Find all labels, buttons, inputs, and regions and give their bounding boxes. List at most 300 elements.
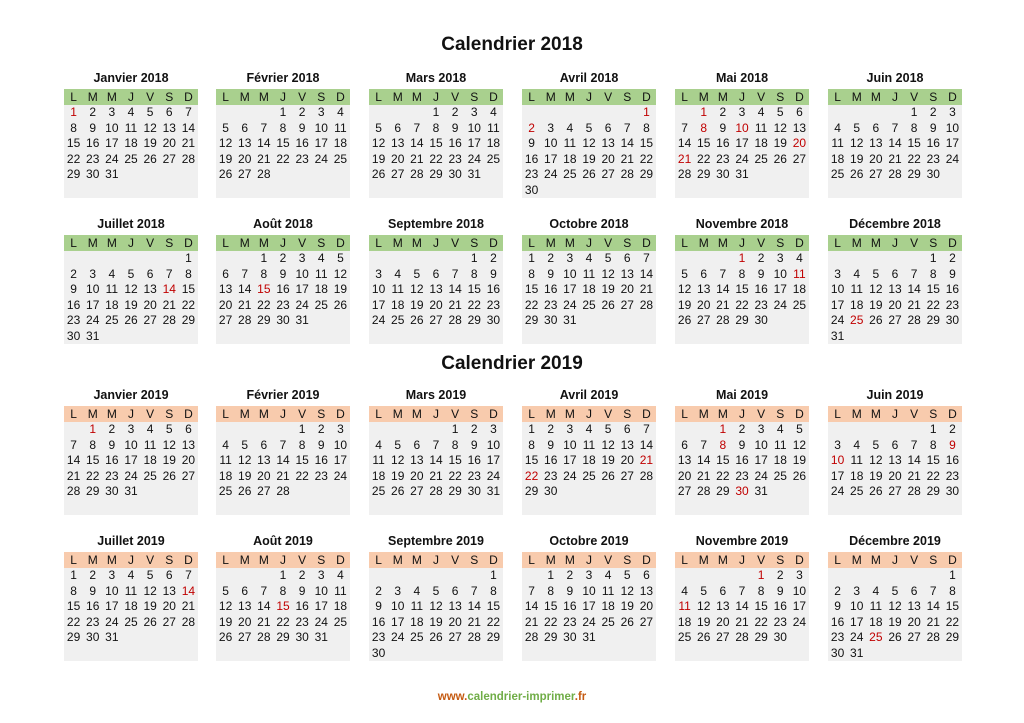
holiday-day: 15 bbox=[257, 282, 271, 296]
day-cell: 14 bbox=[926, 599, 940, 613]
weekday-label: J bbox=[891, 236, 898, 250]
day-cell: 3 bbox=[949, 105, 956, 119]
weekday-header bbox=[64, 406, 198, 422]
days-grid bbox=[828, 422, 962, 515]
day-cell: 11 bbox=[869, 599, 883, 613]
empty-cell bbox=[369, 568, 388, 584]
month-title: Mars 2019 bbox=[405, 388, 467, 402]
weekday-label: J bbox=[432, 553, 439, 567]
day-cell: 17 bbox=[105, 136, 119, 150]
day-cell: 13 bbox=[162, 583, 176, 598]
day-cell: 7 bbox=[241, 266, 249, 281]
day-cell: 29 bbox=[66, 630, 81, 644]
day-cell: 1 bbox=[470, 251, 478, 265]
empty-cell bbox=[713, 568, 732, 584]
weekday-label: D bbox=[795, 407, 804, 421]
day-cell: 21 bbox=[429, 468, 443, 483]
day-cell: 26 bbox=[888, 630, 902, 644]
day-cell: 29 bbox=[945, 630, 960, 644]
weekday-label: L bbox=[834, 553, 841, 567]
day-cell: 11 bbox=[850, 453, 863, 467]
day-cell: 13 bbox=[888, 453, 902, 467]
day-cell: 31 bbox=[105, 630, 119, 644]
empty-cell bbox=[885, 251, 904, 267]
day-cell: 14 bbox=[257, 136, 271, 150]
empty-cell bbox=[541, 105, 560, 121]
day-cell: 28 bbox=[410, 167, 424, 181]
month-calendar bbox=[216, 387, 350, 515]
day-cell: 18 bbox=[391, 297, 405, 312]
day-cell: 23 bbox=[544, 297, 558, 312]
day-cell: 21 bbox=[639, 282, 654, 296]
weekday-label: V bbox=[604, 407, 613, 421]
day-cell: 18 bbox=[850, 297, 864, 312]
empty-cell bbox=[905, 251, 924, 267]
day-cell: 30 bbox=[524, 182, 539, 197]
empty-cell bbox=[618, 105, 637, 121]
empty-cell bbox=[828, 422, 847, 438]
day-cell: 19 bbox=[143, 136, 157, 150]
empty-cell bbox=[254, 105, 273, 121]
day-cell: 29 bbox=[697, 167, 711, 181]
weekday-label: M bbox=[239, 236, 250, 250]
day-cell: 27 bbox=[869, 167, 883, 181]
day-cell: 17 bbox=[830, 468, 845, 483]
weekday-label: S bbox=[470, 236, 479, 250]
day-cell: 18 bbox=[314, 282, 328, 296]
day-cell: 16 bbox=[945, 282, 960, 296]
weekday-label: J bbox=[738, 407, 745, 421]
weekday-label: V bbox=[298, 553, 307, 567]
day-cell: 22 bbox=[66, 614, 81, 629]
weekday-label: D bbox=[642, 236, 651, 250]
day-cell: 21 bbox=[907, 297, 921, 312]
day-cell: 25 bbox=[754, 151, 768, 166]
holiday-day: 10 bbox=[735, 120, 749, 135]
weekday-label: L bbox=[222, 407, 229, 421]
weekday-label: S bbox=[929, 553, 938, 567]
day-cell: 6 bbox=[796, 105, 803, 119]
days-grid bbox=[369, 105, 503, 198]
weekday-label: J bbox=[279, 236, 286, 250]
weekday-label: S bbox=[165, 407, 174, 421]
day-cell: 29 bbox=[257, 313, 271, 327]
footer-prefix: www. bbox=[437, 691, 468, 703]
day-cell: 4 bbox=[394, 266, 402, 281]
day-cell: 13 bbox=[677, 453, 692, 467]
day-cell: 25 bbox=[830, 167, 845, 181]
day-cell: 18 bbox=[333, 599, 348, 613]
day-cell: 14 bbox=[276, 453, 290, 467]
day-cell: 24 bbox=[850, 630, 864, 644]
day-cell: 11 bbox=[315, 266, 328, 281]
day-cell: 1 bbox=[70, 568, 77, 582]
day-cell: 14 bbox=[677, 136, 692, 150]
day-cell: 20 bbox=[257, 468, 271, 483]
day-cell: 12 bbox=[371, 136, 386, 150]
day-cell: 27 bbox=[162, 614, 176, 629]
day-cell: 19 bbox=[162, 453, 176, 467]
day-cell: 23 bbox=[86, 614, 100, 629]
weekday-label: S bbox=[623, 236, 632, 250]
day-cell: 15 bbox=[66, 599, 81, 613]
day-cell: 14 bbox=[735, 599, 749, 613]
day-cell: 8 bbox=[757, 583, 765, 598]
weekday-label: S bbox=[776, 407, 785, 421]
day-cell: 11 bbox=[219, 453, 232, 467]
day-cell: 11 bbox=[105, 282, 119, 296]
day-cell: 8 bbox=[298, 437, 306, 452]
day-cell: 26 bbox=[143, 614, 157, 629]
weekday-label: L bbox=[222, 553, 229, 567]
day-cell: 27 bbox=[907, 630, 921, 644]
weekday-label: L bbox=[375, 553, 382, 567]
month-calendar bbox=[828, 387, 962, 515]
empty-cell bbox=[866, 422, 885, 438]
weekday-label: D bbox=[489, 553, 498, 567]
day-cell: 24 bbox=[105, 151, 119, 166]
weekday-label: V bbox=[757, 90, 766, 104]
day-cell: 12 bbox=[143, 120, 157, 135]
day-cell: 12 bbox=[218, 599, 233, 613]
day-cell: 9 bbox=[757, 266, 765, 281]
day-cell: 17 bbox=[314, 136, 328, 150]
day-cell: 28 bbox=[181, 151, 196, 166]
day-cell: 5 bbox=[337, 251, 344, 265]
day-cell: 8 bbox=[70, 583, 77, 598]
empty-cell bbox=[847, 422, 866, 438]
day-cell: 25 bbox=[601, 614, 615, 629]
weekday-label: V bbox=[298, 90, 307, 104]
day-cell: 27 bbox=[792, 151, 807, 166]
empty-cell bbox=[675, 422, 694, 438]
holiday-day: 1 bbox=[643, 105, 650, 119]
day-cell: 29 bbox=[486, 630, 501, 644]
day-cell: 31 bbox=[86, 328, 100, 343]
day-cell: 2 bbox=[929, 105, 937, 119]
weekday-label: J bbox=[738, 90, 745, 104]
month-calendar bbox=[64, 70, 198, 198]
day-cell: 6 bbox=[643, 568, 650, 582]
day-cell: 26 bbox=[162, 468, 176, 483]
day-cell: 24 bbox=[486, 468, 501, 483]
day-cell: 22 bbox=[524, 297, 539, 312]
day-cell: 11 bbox=[334, 120, 347, 135]
day-cell: 29 bbox=[181, 313, 196, 327]
day-cell: 5 bbox=[891, 583, 899, 598]
weekday-label: J bbox=[891, 553, 898, 567]
weekday-label: M bbox=[258, 407, 269, 421]
day-cell: 13 bbox=[448, 599, 462, 613]
weekday-label: D bbox=[948, 236, 957, 250]
empty-cell bbox=[828, 251, 847, 267]
days-grid bbox=[675, 568, 809, 661]
day-cell: 15 bbox=[907, 136, 921, 150]
day-cell: 10 bbox=[295, 266, 309, 281]
day-cell: 4 bbox=[222, 437, 229, 452]
weekday-label: L bbox=[375, 90, 382, 104]
holiday-day: 1 bbox=[700, 105, 708, 119]
day-cell: 11 bbox=[487, 120, 500, 135]
days-grid bbox=[522, 105, 656, 198]
day-cell: 11 bbox=[143, 437, 157, 452]
day-cell: 25 bbox=[582, 297, 596, 312]
weekday-label: V bbox=[146, 407, 155, 421]
day-cell: 27 bbox=[429, 313, 443, 327]
weekday-header bbox=[828, 552, 962, 568]
day-cell: 17 bbox=[314, 599, 328, 613]
holiday-day: 11 bbox=[793, 266, 806, 281]
day-cell: 17 bbox=[86, 297, 100, 312]
day-cell: 26 bbox=[620, 614, 634, 629]
day-cell: 2 bbox=[547, 251, 555, 265]
day-cell: 21 bbox=[410, 151, 424, 166]
empty-cell bbox=[579, 105, 598, 121]
month-calendar bbox=[522, 216, 656, 344]
day-cell: 16 bbox=[371, 614, 386, 629]
day-cell: 29 bbox=[926, 484, 940, 498]
weekday-label: L bbox=[70, 407, 77, 421]
weekday-label: J bbox=[432, 90, 439, 104]
day-cell: 31 bbox=[314, 630, 328, 644]
day-cell: 8 bbox=[432, 120, 440, 135]
day-cell: 10 bbox=[105, 583, 119, 598]
day-cell: 8 bbox=[643, 120, 650, 135]
day-cell: 16 bbox=[66, 297, 81, 312]
weekday-label: M bbox=[106, 236, 117, 250]
day-cell: 25 bbox=[410, 630, 424, 644]
day-cell: 14 bbox=[524, 599, 539, 613]
month-calendar bbox=[64, 216, 198, 344]
day-cell: 10 bbox=[582, 583, 596, 598]
day-cell: 24 bbox=[86, 313, 100, 327]
day-cell: 22 bbox=[697, 151, 711, 166]
day-cell: 3 bbox=[337, 422, 344, 436]
month-title: Novembre 2019 bbox=[695, 534, 789, 548]
day-cell: 5 bbox=[776, 105, 784, 119]
day-cell: 12 bbox=[582, 136, 596, 150]
empty-cell bbox=[216, 568, 235, 584]
day-cell: 17 bbox=[371, 297, 386, 312]
day-cell: 19 bbox=[371, 151, 386, 166]
weekday-label: S bbox=[470, 407, 479, 421]
day-cell: 22 bbox=[276, 151, 290, 166]
day-cell: 3 bbox=[834, 437, 841, 452]
day-cell: 14 bbox=[467, 599, 481, 613]
day-cell: 24 bbox=[735, 151, 749, 166]
day-cell: 20 bbox=[238, 151, 252, 166]
weekday-label: M bbox=[87, 407, 98, 421]
day-cell: 26 bbox=[429, 630, 443, 644]
day-cell: 4 bbox=[834, 120, 841, 135]
weekday-label: S bbox=[317, 90, 326, 104]
day-cell: 12 bbox=[677, 282, 692, 296]
day-cell: 3 bbox=[470, 105, 478, 119]
day-cell: 19 bbox=[124, 297, 138, 312]
day-cell: 22 bbox=[544, 614, 558, 629]
day-cell: 14 bbox=[238, 282, 252, 296]
day-cell: 23 bbox=[105, 468, 119, 483]
weekday-label: M bbox=[545, 407, 556, 421]
day-cell: 12 bbox=[238, 453, 252, 467]
day-cell: 23 bbox=[371, 630, 386, 644]
day-cell: 23 bbox=[544, 468, 558, 483]
month-calendar bbox=[828, 70, 962, 198]
day-cell: 8 bbox=[929, 437, 937, 452]
day-cell: 12 bbox=[601, 437, 615, 452]
day-cell: 11 bbox=[372, 453, 385, 467]
month-title: Décembre 2019 bbox=[849, 534, 941, 548]
day-cell: 24 bbox=[371, 313, 386, 327]
day-cell: 22 bbox=[907, 151, 921, 166]
day-cell: 21 bbox=[257, 614, 271, 629]
day-cell: 11 bbox=[754, 120, 768, 135]
weekday-label: D bbox=[948, 90, 957, 104]
day-cell: 6 bbox=[260, 437, 268, 452]
day-cell: 31 bbox=[105, 167, 119, 181]
weekday-label: L bbox=[528, 407, 535, 421]
weekday-label: L bbox=[834, 90, 841, 104]
weekday-label: M bbox=[870, 236, 881, 250]
day-cell: 5 bbox=[604, 422, 612, 436]
month-title: Août 2018 bbox=[253, 217, 313, 231]
day-cell: 27 bbox=[697, 313, 711, 327]
holiday-day: 8 bbox=[700, 120, 708, 135]
day-cell: 30 bbox=[276, 313, 290, 327]
day-cell: 29 bbox=[754, 630, 768, 644]
day-cell: 16 bbox=[544, 453, 558, 467]
empty-cell bbox=[866, 251, 885, 267]
day-cell: 9 bbox=[776, 583, 784, 598]
day-cell: 13 bbox=[410, 453, 424, 467]
day-cell: 4 bbox=[604, 568, 612, 582]
day-cell: 13 bbox=[238, 599, 252, 613]
day-cell: 13 bbox=[391, 136, 405, 150]
day-cell: 17 bbox=[945, 136, 960, 150]
day-cell: 13 bbox=[888, 282, 902, 296]
day-cell: 3 bbox=[738, 105, 746, 119]
day-cell: 12 bbox=[143, 583, 157, 598]
empty-cell bbox=[866, 568, 885, 584]
day-cell: 24 bbox=[830, 313, 845, 327]
weekday-header bbox=[216, 89, 350, 105]
website-footer[interactable] bbox=[0, 691, 1024, 703]
weekday-label: M bbox=[717, 236, 728, 250]
month-title: Juillet 2019 bbox=[97, 534, 165, 548]
day-cell: 24 bbox=[124, 468, 138, 483]
year-title: Calendrier 2019 bbox=[441, 353, 583, 374]
month-calendar bbox=[369, 216, 503, 344]
day-cell: 1 bbox=[929, 251, 937, 265]
day-cell: 1 bbox=[432, 105, 440, 119]
weekday-label: D bbox=[184, 236, 193, 250]
day-cell: 14 bbox=[907, 453, 921, 467]
day-cell: 30 bbox=[544, 484, 558, 498]
day-cell: 15 bbox=[639, 136, 654, 150]
weekday-label: L bbox=[681, 236, 688, 250]
day-cell: 25 bbox=[124, 151, 138, 166]
day-cell: 7 bbox=[432, 437, 440, 452]
day-cell: 25 bbox=[218, 484, 233, 498]
day-cell: 20 bbox=[391, 151, 405, 166]
weekday-header bbox=[675, 406, 809, 422]
days-grid bbox=[64, 568, 198, 661]
day-cell: 15 bbox=[295, 453, 309, 467]
day-cell: 16 bbox=[830, 614, 845, 629]
day-cell: 3 bbox=[566, 422, 574, 436]
weekday-label: V bbox=[604, 553, 613, 567]
empty-cell bbox=[885, 422, 904, 438]
day-cell: 5 bbox=[700, 583, 708, 598]
day-cell: 24 bbox=[391, 630, 405, 644]
day-cell: 6 bbox=[222, 266, 229, 281]
day-cell: 3 bbox=[317, 568, 325, 582]
day-cell: 15 bbox=[754, 599, 768, 613]
empty-cell bbox=[254, 568, 273, 584]
day-cell: 4 bbox=[853, 266, 861, 281]
day-cell: 26 bbox=[333, 297, 348, 312]
day-cell: 6 bbox=[165, 568, 173, 582]
month-title: Décembre 2018 bbox=[849, 217, 941, 231]
day-cell: 24 bbox=[773, 297, 787, 312]
day-cell: 17 bbox=[773, 282, 787, 296]
day-cell: 29 bbox=[907, 167, 921, 181]
day-cell: 7 bbox=[643, 422, 650, 436]
day-cell: 26 bbox=[677, 313, 692, 327]
weekday-label: M bbox=[106, 90, 117, 104]
weekday-label: D bbox=[336, 407, 345, 421]
day-cell: 21 bbox=[735, 614, 749, 629]
day-cell: 2 bbox=[547, 422, 555, 436]
day-cell: 22 bbox=[754, 614, 768, 629]
day-cell: 25 bbox=[371, 484, 386, 498]
month-title: Janvier 2018 bbox=[93, 71, 169, 85]
empty-cell bbox=[121, 251, 140, 267]
weekday-label: V bbox=[757, 553, 766, 567]
weekday-label: D bbox=[642, 553, 651, 567]
weekday-label: J bbox=[738, 236, 745, 250]
weekday-header bbox=[369, 552, 503, 568]
empty-cell bbox=[254, 422, 273, 438]
weekday-label: D bbox=[184, 407, 193, 421]
weekday-label: L bbox=[70, 553, 77, 567]
weekday-header bbox=[828, 235, 962, 251]
day-cell: 10 bbox=[105, 120, 119, 135]
empty-cell bbox=[522, 105, 541, 121]
day-cell: 2 bbox=[279, 251, 287, 265]
month-calendar bbox=[369, 533, 503, 661]
day-cell: 7 bbox=[910, 437, 918, 452]
empty-cell bbox=[388, 251, 407, 267]
day-cell: 15 bbox=[926, 453, 940, 467]
day-cell: 10 bbox=[314, 120, 328, 135]
day-cell: 15 bbox=[926, 282, 940, 296]
weekday-label: M bbox=[870, 90, 881, 104]
day-cell: 11 bbox=[124, 120, 138, 135]
day-cell: 9 bbox=[738, 437, 746, 452]
empty-cell bbox=[83, 251, 102, 267]
weekday-label: D bbox=[948, 407, 957, 421]
day-cell: 25 bbox=[124, 614, 138, 629]
day-cell: 18 bbox=[410, 614, 424, 629]
day-cell: 7 bbox=[451, 266, 459, 281]
day-cell: 3 bbox=[394, 583, 402, 598]
day-cell: 28 bbox=[907, 484, 921, 498]
holiday-day: 1 bbox=[719, 422, 727, 436]
weekday-label: J bbox=[585, 236, 592, 250]
day-cell: 24 bbox=[754, 468, 768, 483]
day-cell: 16 bbox=[735, 453, 749, 467]
